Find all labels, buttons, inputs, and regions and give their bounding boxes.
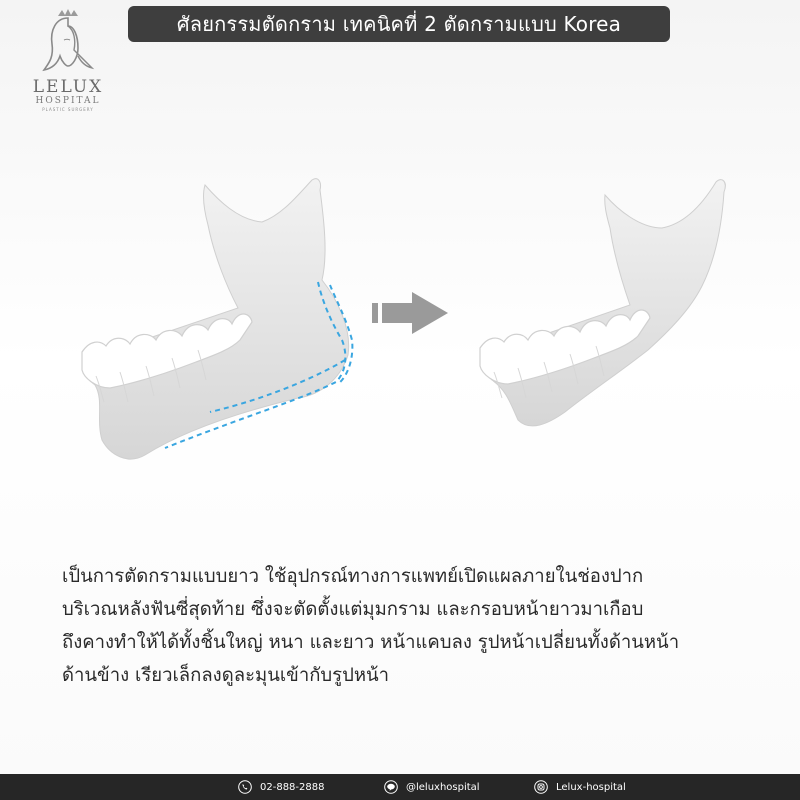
footer <box>0 774 800 800</box>
footer-line[interactable] <box>384 774 480 800</box>
description <box>62 560 762 692</box>
jaw-illustration <box>0 150 800 480</box>
jaw-before-image <box>82 179 352 459</box>
title-bar <box>128 6 670 42</box>
description-line: เป็นการตัดกรามแบบยาว ใช้อุปกรณ์ทางการแพทย์เปิดแผลภายในช่องปาก <box>62 566 644 587</box>
phone-icon <box>238 780 252 794</box>
footer-instagram[interactable] <box>534 774 626 800</box>
footer-phone[interactable] <box>238 774 324 800</box>
phone-number: 02-888-2888 <box>260 781 325 793</box>
description-line: ด้านข้าง เรียวเล็กลงดูละมุนเข้ากับรูปหน้า <box>62 665 390 686</box>
line-icon <box>384 780 398 794</box>
logo <box>20 6 116 126</box>
logo-name: LELUX <box>32 77 104 97</box>
instagram-handle: Lelux-hospital <box>556 781 626 793</box>
right-arrow-icon <box>372 292 448 334</box>
description-line: ถึงคางทำให้ได้ทั้งชิ้นใหญ่ หนา และยาว หน้าแคบลง รูปหน้าเปลี่ยนทั้งด้านหน้า <box>62 632 680 653</box>
line-id: @leluxhospital <box>406 781 480 793</box>
logo-tagline: PLASTIC SURGERY <box>42 107 94 112</box>
jaw-after-image <box>480 180 725 426</box>
logo-subname: HOSPITAL <box>35 96 101 106</box>
instagram-icon <box>534 780 548 794</box>
page-title: ศัลยกรรมตัดกราม เทคนิคที่ 2 ตัดกรามแบบ Korea <box>176 12 622 36</box>
description-line: บริเวณหลังฟันซี่สุดท้าย ซึ่งจะตัดตั้งแต่มุมกราม และกรอบหน้ายาวมาเกือบ <box>62 599 644 620</box>
logo-emblem-icon <box>38 6 98 76</box>
